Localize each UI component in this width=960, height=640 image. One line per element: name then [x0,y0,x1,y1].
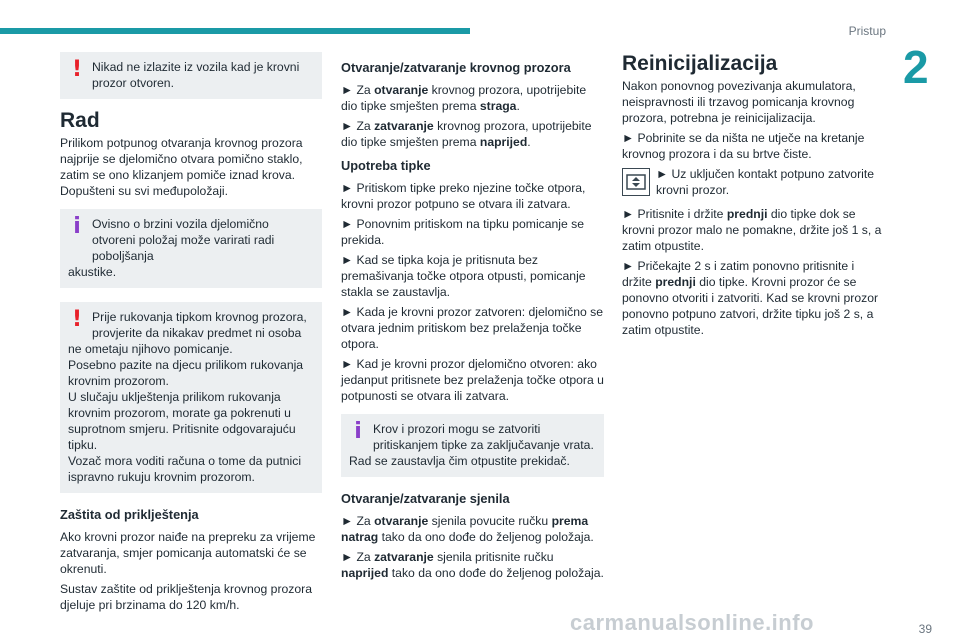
warning-note-2 [60,302,322,493]
warning2-b: ne ometaju njihovo pomicanje. [68,342,233,356]
subheading-upotreba: Upotreba tipke [341,158,431,173]
subheading-otvaranje-krov: Otvaranje/zatvaranje krovnog prozora [341,60,571,75]
watermark: carmanualsonline.info [570,610,814,635]
column-1 [60,52,322,617]
zastita-paragraph-2: Sustav zaštite od priklještenja krovnog prozora djeluje pri brzinama do 120 km/h. [60,582,313,612]
subheading-sjenilo: Otvaranje/zatvaranje sjenila [341,491,510,506]
shade-open-instruction: ► Za otvaranje sjenila povucite ručku prema natrag tako da ono dođe do željenog položaja. [341,514,594,544]
list-item: ► Pobrinite se da ništa ne utječe na kretanje krovnog prozora i da su brtve čiste. [622,131,865,161]
list-item: ► Pritisnite i držite prednji dio tipke dok se krovni prozor malo ne pomakne, držite još 1 s, a zatim otpustite. [622,207,882,253]
close-instruction: ► Za zatvaranje krovnog prozora, upotrijebite dio tipke smješten prema naprijed. [341,119,592,149]
info-note [60,209,322,288]
warning2-a: Prije rukovanja tipkom krovnog prozora, provjerite da nikakav predmet ni osoba [92,310,307,340]
info-icon: i [354,419,362,444]
zastita-paragraph-1: Ako krovni prozor naiđe na prepreku za vrijeme zatvaranja, smjer pomicanja automatski će se okrenuti. [60,530,316,576]
column-2 [341,52,604,585]
list-item: ► Ponovnim pritiskom na tipku pomicanje se prekida. [341,217,585,247]
section-heading-rad: Rad [60,109,100,132]
info-text-b: akustike. [68,265,117,279]
list-item: ► Pritiskom tipke preko njezine točke otpora, krovni prozor potpuno se otvara ili zatvara. [341,181,586,211]
warning-icon: ! [72,57,83,82]
warning-note [60,52,322,99]
warning2-c: Posebno pazite na djecu prilikom rukovanja krovnim prozorom. [68,358,304,388]
shade-close-instruction: ► Za zatvaranje sjenila pritisnite ručku naprijed tako da ono dođe do željenog položaja. [341,550,604,580]
subheading-zastita: Zaštita od priklještenja [60,507,199,522]
step-with-icon [622,166,884,202]
info-text-b: Rad se zaustavlja čim otpustite prekidač. [349,454,570,468]
info-text-a: Ovisno o brzini vozila djelomično otvoreni položaj može varirati radi poboljšanja [92,217,275,263]
intro-paragraph: Nakon ponovnog povezivanja akumulatora, neispravnosti ili trzavog pomicanja krovnog prozora, potrebna je reinicijalizacija. [622,79,856,125]
section-heading-reinicijalizacija: Reinicijalizacija [622,52,778,75]
list-item: ► Uz uključen kontakt potpuno zatvorite krovni prozor. [656,167,875,197]
list-item: ► Kada je krovni prozor zatvoren: djelomično se otvara jednim pritiskom bez prelaženja točke otpora. [341,305,604,351]
page-number: 39 [918,622,932,636]
info-icon: i [73,214,81,239]
header-accent-bar [0,28,470,34]
open-instruction: ► Za otvaranje krovnog prozora, upotrijebite dio tipke smješten prema straga. [341,83,587,113]
list-item: ► Pričekajte 2 s i zatim ponovno pritisnite i držite prednji dio tipke. Krovni prozor će se ponovno otvoriti i zatvoriti. Kad se krovni prozor ponovno potpuno zatvori, držite tipku još 2 s, a zatim otpustite. [622,259,879,337]
info-note [341,414,604,477]
list-item: ► Kad se tipka koja je pritisnuta bez premašivanja točke otpora otpusti, pomicanje stakla se zaustavlja. [341,253,586,299]
rad-paragraph: Prilikom potpunog otvaranja krovnog prozora najprije se djelomično otvara pomično staklo, zatim se ono klizanjem pomiče iznad krova. Dopušteni su svi međupoložaji. [60,136,303,198]
list-item: ► Kad je krovni prozor djelomično otvoren: ako jedanput pritisnete bez prelaženja točke otpora u potpunosti se otvara ili zatvara. [341,357,604,403]
warning2-e: Vozač mora voditi računa o tome da putnici ispravno rukuju krovnim prozorom. [68,454,302,484]
chapter-number: 2 [903,41,929,93]
warning-icon: ! [72,307,83,332]
sunroof-button-icon [622,168,650,196]
info-text-a: Krov i prozori mogu se zatvoriti pritiskanjem tipke za zaključavanje vrata. [373,422,594,452]
section-title: Pristup [848,24,886,38]
column-3 [622,52,884,342]
warning2-d: U slučaju uklještenja prilikom rukovanja krovnim prozorom, morate ga pokrenuti u suprotnom smjeru. Pritisnite odgovarajuću tipku. [68,390,296,452]
warning-text: Nikad ne izlazite iz vozila kad je krovni prozor otvoren. [92,60,300,90]
